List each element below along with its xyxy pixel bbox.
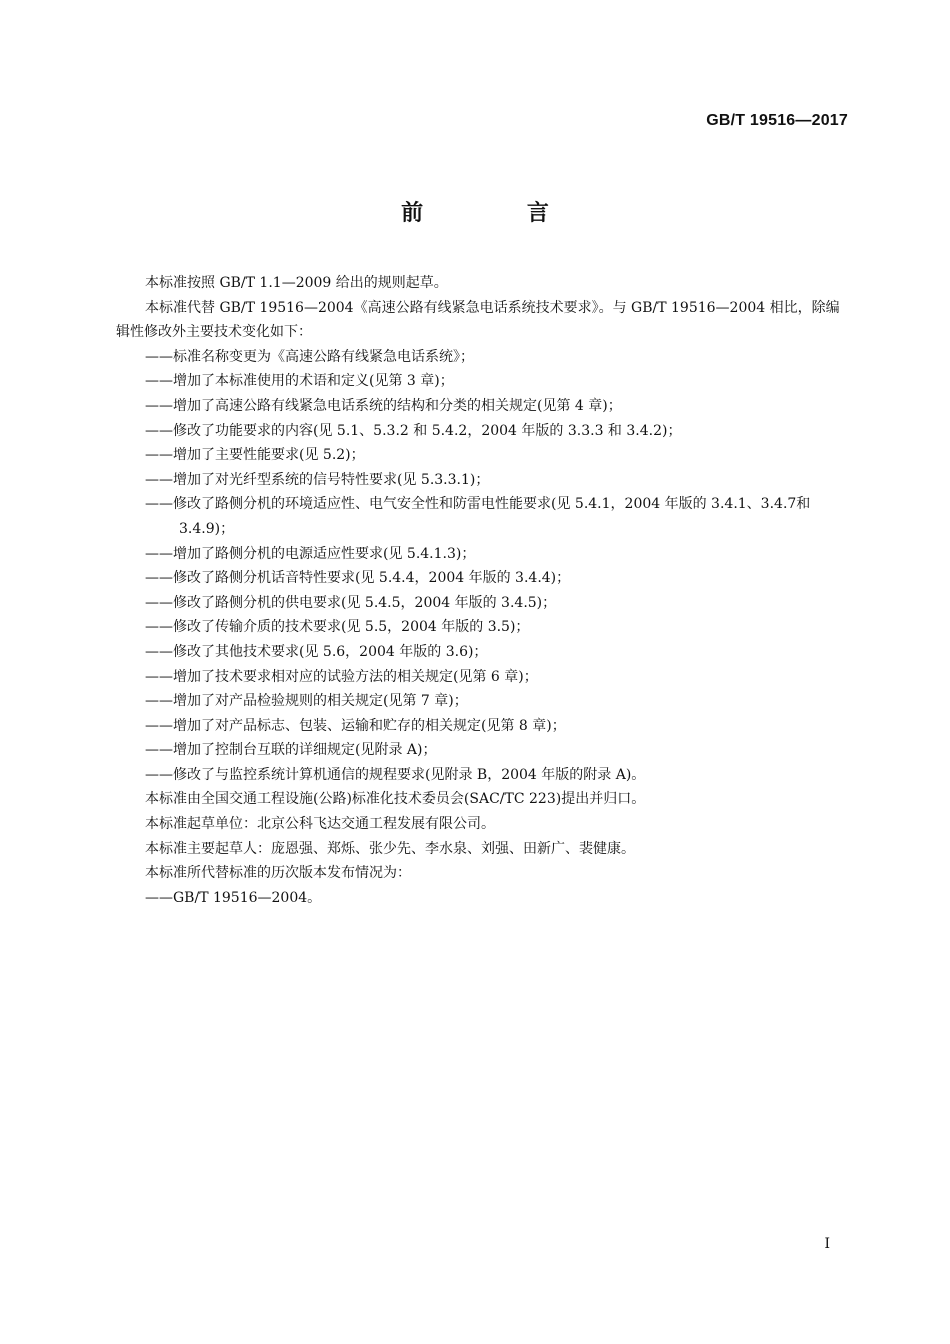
list-item: ——修改了与监控系统计算机通信的规程要求(见附录 B，2004 年版的附录 A)。 [145,766,646,783]
list-item: ——增加了路侧分机的电源适应性要求(见 5.4.1.3)； [145,545,476,562]
page-title: 前 言 [401,201,597,226]
standard-code: GB/T 19516—2017 [706,112,848,129]
list-item: ——修改了路侧分机话音特性要求(见 5.4.4，2004 年版的 3.4.4)； [145,570,571,587]
paragraph: 本标准由全国交通工程设施(公路)标准化技术委员会(SAC/TC 223)提出并归口。 [145,791,646,808]
paragraph: 本标准代替 GB/T 19516—2004《高速公路有线紧急电话系统技术要求》。与 GB/T 19516—2004 相比，除编辑性修改外主要技术变化如下： [116,299,840,341]
list-item: ——增加了高速公路有线紧急电话系统的结构和分类的相关规定(见第 4 章)； [145,397,622,414]
list-item: ——修改了传输介质的技术要求(见 5.5，2004 年版的 3.5)； [145,619,530,636]
list-item: ——增加了主要性能要求(见 5.2)； [145,447,365,464]
list-item: ——增加了对光纤型系统的信号特性要求(见 5.3.3.1)； [145,471,490,488]
list-item: ——增加了控制台互联的详细规定(见附录 A)； [145,742,437,759]
changes-list [116,345,850,788]
list-item: ——标准名称变更为《高速公路有线紧急电话系统》； [145,348,474,365]
paragraph: 本标准按照 GB/T 1.1—2009 给出的规则起草。 [145,275,448,291]
list-item: ——修改了功能要求的内容(见 5.1、5.3.2 和 5.4.2，2004 年版的 3.3.3 和 3.4.2)； [145,422,682,439]
paragraph: 本标准主要起草人：庞恩强、郑烁、张少先、李水泉、刘强、田新广、裴健康。 [145,840,635,857]
list-item: ——修改了路侧分机的环境适应性、电气安全性和防雷电性能要求(见 5.4.1，2004 年版的 3.4.1、3.4.7和 3.4.9)； [145,496,811,537]
list-item: ——增加了技术要求相对应的试验方法的相关规定(见第 6 章)； [145,668,538,685]
list-item: ——修改了其他技术要求(见 5.6，2004 年版的 3.6)； [145,643,488,660]
list-item: ——GB/T 19516—2004。 [145,889,322,906]
list-item: ——增加了对产品检验规则的相关规定(见第 7 章)； [145,693,468,710]
history-list [116,886,850,911]
paragraph: 本标准起草单位：北京公科飞达交通工程发展有限公司。 [145,816,495,833]
page-number: I [824,1236,830,1252]
document-body [116,271,850,910]
list-item: ——增加了对产品标志、包装、运输和贮存的相关规定(见第 8 章)； [145,717,566,734]
list-item: ——修改了路侧分机的供电要求(见 5.4.5，2004 年版的 3.4.5)； [145,594,557,611]
paragraph: 本标准所代替标准的历次版本发布情况为： [145,865,411,882]
list-item: ——增加了本标准使用的术语和定义(见第 3 章)； [145,373,454,390]
